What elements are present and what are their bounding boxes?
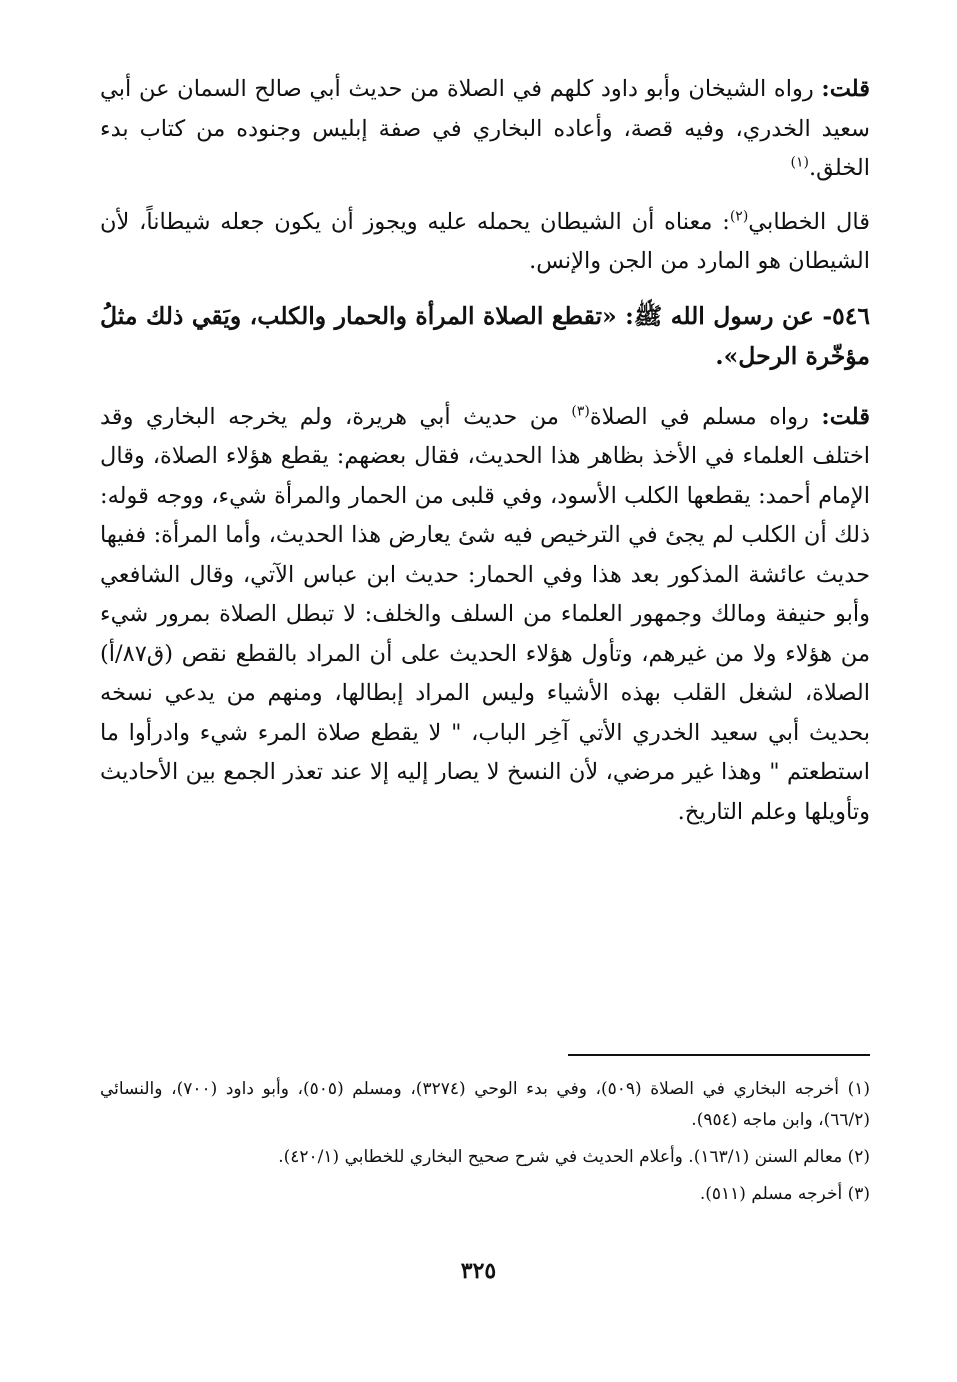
- footnote-ref-2: (٢): [729, 208, 749, 224]
- paragraph-said-2: [100, 398, 870, 833]
- footnote-1: (١) أخرجه البخاري في الصلاة (٥٠٩)، وفي بدء الوحي (٣٢٧٤)، ومسلم (٥٠٥)، وأبو داود (٧٠٠)، والنسائي (٦٦/٢)، وابن ماجه (٩٥٤).: [100, 1079, 870, 1130]
- paragraph-text: رواه الشيخان وأبو داود كلهم في الصلاة من حديث أبي صالح السمان عن أبي سعيد الخدري، وفيه قصة، وأعاده البخاري في صفة إبليس وجنوده من كتاب بدء الخلق.: [100, 76, 870, 181]
- page-number: ٣٢٥: [460, 1258, 497, 1284]
- hadith-546: [100, 296, 870, 376]
- paragraph-text: من حديث أبي هريرة، ولم يخرجه البخاري وقد اختلف العلماء في الأخذ بظاهر هذا الحديث، فقال بعضهم: يقطع هؤلاء الصلاة، وقال الإمام أحمد: يقطعها الكلب الأسود، وفي قلبى من الحمار والمرأة شيء، ووجه قوله: ذلك أن الكلب لم يجئ في الترخيص فيه شئ يعارض هذا الحديث، وأما المرأة: ففيها حديث عائشة المذكور بعد هذا وفي الحمار: حديث ابن عباس الآتي، وقال الشافعي وأبو حنيفة ومالك وجمهور العلماء من السلف والخلف: لا تبطل الصلاة بمرور شيء من هؤلاء ولا من غيرهم، وتأول هؤلاء الحديث على أن المراد بالقطع نقص (ق٨٧/أ) الصلاة، لشغل القلب بهذه الأشياء وليس المراد إبطالها، ومنهم من يدعي نسخه بحديث أبي سعيد الخدري الأتي آخِر الباب، " لا يقطع صلاة المرء شيء وادرأوا ما استطعتم " وهذا غير مرضي، لأن النسخ لا يصار إليه إلا عند تعذر الجمع بين الأحاديث وتأويلها وعلم التاريخ.: [100, 403, 870, 825]
- footnote-ref-1: (١): [790, 154, 809, 171]
- footnotes: [100, 1074, 870, 1216]
- said-label: قلت:: [821, 403, 870, 430]
- said-label: قلت:: [821, 76, 870, 102]
- footnote-3: (٣) أخرجه مسلم (٥١١).: [699, 1184, 870, 1204]
- paragraph-said-1: [100, 70, 870, 189]
- hadith-text: ٥٤٦- عن رسول الله ﷺ: «تقطع الصلاة المرأة والحمار والكلب، ويَقي ذلك مثلُ مؤخّرة الرحل».: [100, 301, 870, 370]
- paragraph-text: : معناه أن الشيطان يحمله عليه ويجوز أن يكون جعله شيطاناً، لأن الشيطان هو المارد من الجن والإنس.: [100, 208, 870, 274]
- paragraph-text: قال الخطابي: [748, 208, 870, 235]
- footnote-ref-3: (٣): [571, 403, 590, 419]
- footnote-2: (٢) معالم السنن (١٦٣/١). وأعلام الحديث في شرح صحيح البخاري للخطابي (٤٢٠/١).: [278, 1147, 870, 1167]
- paragraph-text: رواه مسلم في الصلاة: [589, 403, 822, 430]
- footnote-divider: [568, 1054, 870, 1056]
- paragraph-khattabi: [100, 203, 870, 282]
